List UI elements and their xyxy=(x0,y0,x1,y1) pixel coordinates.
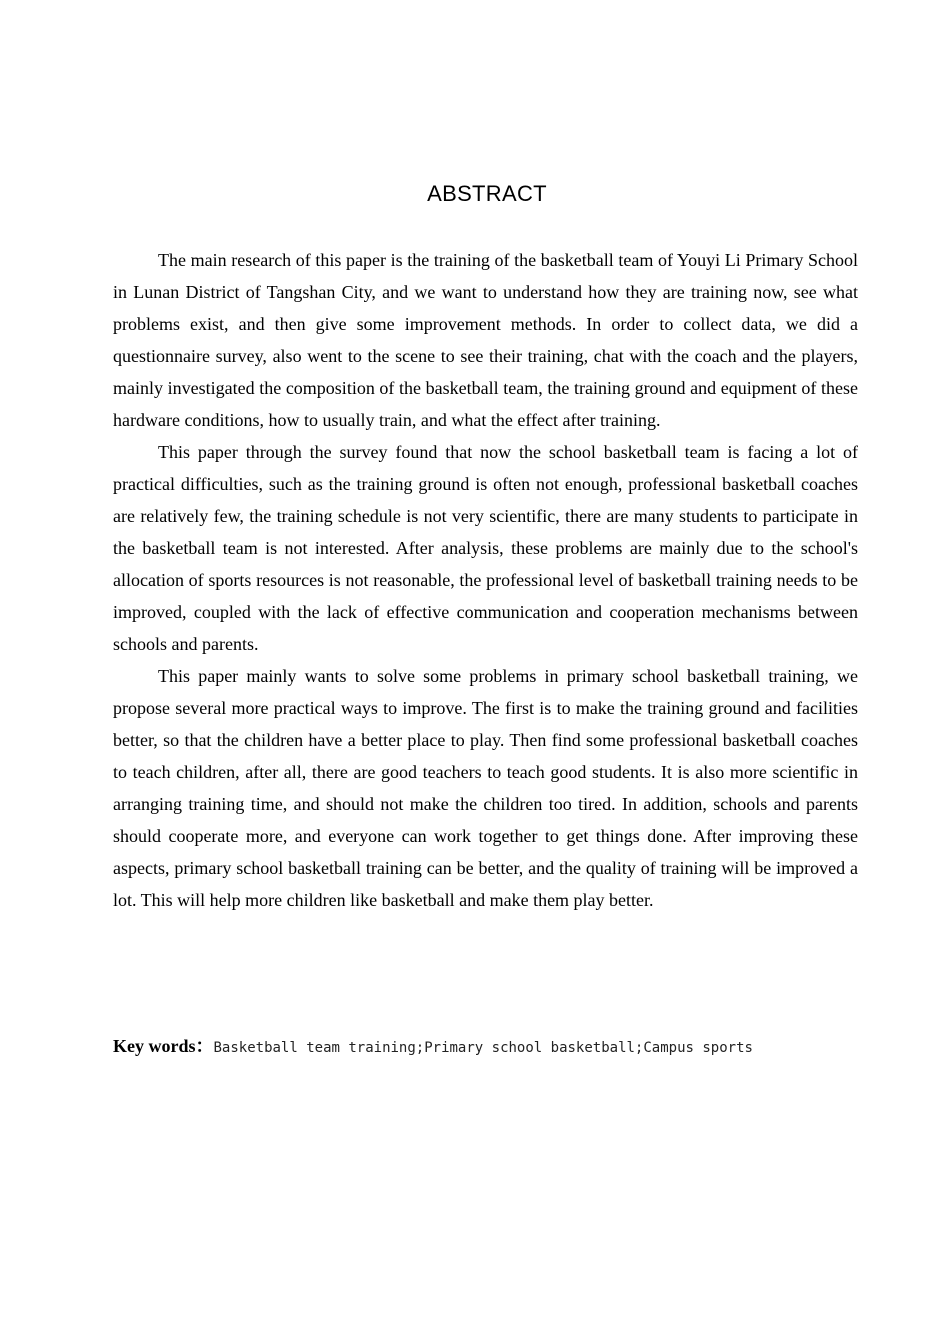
abstract-paragraph-3: This paper mainly wants to solve some problems in primary school basketball training, we propose several more practical ways to improve. The first is to make the training ground and facilities better, so that the children have a better place to play. Then find some professional basketball coaches to teach children, after all, there are good teachers to teach good students. It is also more scientific in arranging training time, and should not make the children too tired. In addition, schools and parents should cooperate more, and everyone can work together to get things done. After improving these aspects, primary school basketball training can be better, and the quality of training will be improved a lot. This will help more children like basketball and make them play better. xyxy=(113,666,858,910)
abstract-paragraph-1: The main research of this paper is the training of the basketball team of Youyi Li Primary School in Lunan District of Tangshan City, and we want to understand how they are training now, see what problems exist, and then give some improvement methods. In order to collect data, we did a questionnaire survey, also went to the scene to see their training, chat with the coach and the players, mainly investigated the composition of the basketball team, the training ground and equipment of these hardware conditions, how to usually train, and what the effect after training. xyxy=(113,250,858,430)
abstract-paragraph-2: This paper through the survey found that now the school basketball team is facing a lot of practical difficulties, such as the training ground is often not enough, professional basketball coaches are relatively few, the training schedule is not very scientific, there are many students to participate in the basketball team is not interested. After analysis, these problems are mainly due to the school's allocation of sports resources is not reasonable, the professional level of basketball training needs to be improved, coupled with the lack of effective communication and cooperation mechanisms between schools and parents. xyxy=(113,442,858,654)
abstract-body xyxy=(113,244,858,916)
keywords-label: Key words： xyxy=(113,1036,214,1056)
keywords-value: Basketball team training;Primary school basketball;Campus sports xyxy=(213,1040,753,1056)
abstract-title: ABSTRACT xyxy=(427,181,547,206)
keywords-line xyxy=(113,1032,858,1062)
